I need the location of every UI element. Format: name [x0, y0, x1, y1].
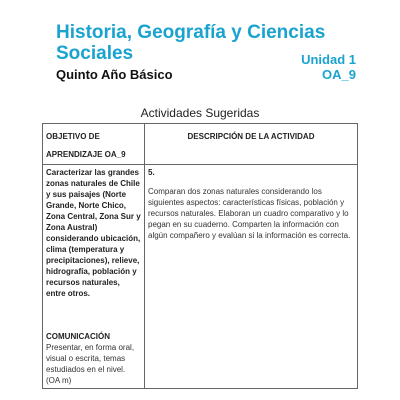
activity-description: Comparan dos zonas naturales considerando los siguientes aspectos: características físicas, población y recursos naturales. Elaboran un cuadro comparativo y lo pegan en su cuaderno. Comparten la información con algún compañero y evalúan si la información es correcta. [148, 187, 351, 240]
section-title: Actividades Sugeridas [140, 106, 260, 120]
activity-cell [145, 165, 358, 389]
communication-title: COMUNICACIÓN [46, 332, 110, 341]
objective-code: OA_9 [322, 67, 356, 82]
document-title: Historia, Geografía y Ciencias Sociales [56, 22, 326, 64]
objective-text: Caracterizar las grandes zonas naturales de Chile y sus paisajes (Norte Grande, Norte Chico, Zona Central, Zona Sur y Zona Austral) considerando ubicación, clima (temperatura y precipitaciones), relieve, hidrografía, población y recursos naturales, entre otros. [46, 168, 141, 298]
objective-column-header [43, 124, 145, 165]
objective-cell [43, 165, 145, 389]
unit-label: Unidad 1 [301, 52, 356, 67]
description-column-header [145, 124, 358, 165]
table-row [43, 165, 358, 389]
objective-column-header-text: OBJETIVO DE APRENDIZAJE OA_9 [46, 132, 126, 159]
course-label: Quinto Año Básico [56, 67, 173, 82]
activity-table [42, 123, 358, 389]
activity-number: 5. [148, 168, 155, 177]
description-column-header-text: DESCRIPCIÓN DE LA ACTIVIDAD [187, 132, 315, 141]
communication-text: Presentar, en forma oral, visual o escrita, temas estudiados en el nivel. (OA m) [46, 343, 135, 385]
table-header-row [43, 124, 358, 165]
